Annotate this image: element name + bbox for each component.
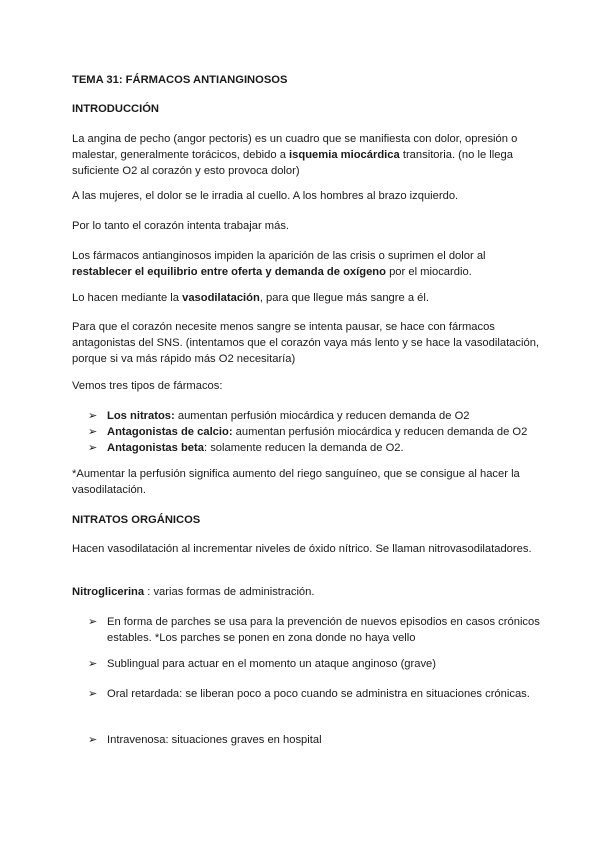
list-item bbox=[72, 408, 542, 424]
nitroglicerina-bold: Nitroglicerina bbox=[72, 586, 145, 598]
arrow-bullet-icon: ➢ bbox=[88, 426, 98, 438]
intro-paragraph-3: Por lo tanto el corazón intenta trabajar más. bbox=[72, 220, 290, 232]
intro-p4-text: Los fármacos antianginosos impiden la aparición de las crisis o suprimen el dolor al bbox=[72, 250, 486, 262]
drug-name: Los nitratos: bbox=[107, 410, 175, 422]
arrow-bullet-icon: ➢ bbox=[88, 688, 98, 700]
arrow-bullet-icon: ➢ bbox=[88, 658, 98, 670]
form-text: Sublingual para actuar en el momento un ataque anginoso (grave) bbox=[107, 658, 437, 670]
drug-description: : solamente reducen la demanda de O2. bbox=[203, 442, 404, 454]
nitratos-heading: NITRATOS ORGÁNICOS bbox=[72, 514, 201, 526]
administration-forms-list bbox=[72, 656, 542, 672]
form-text: Intravenosa: situaciones graves en hospital bbox=[107, 734, 322, 746]
intro-p1-text-end: transitoria. (no le llega suficiente O2 al corazón y esto provoca dolor) bbox=[72, 149, 513, 177]
intro-p1-bold: isquemia miocárdica bbox=[289, 149, 400, 161]
arrow-bullet-icon: ➢ bbox=[88, 616, 98, 628]
intro-paragraph-1 bbox=[72, 131, 542, 179]
intro-heading: INTRODUCCIÓN bbox=[72, 103, 160, 115]
nitroglicerina-text: : varias formas de administración. bbox=[144, 586, 315, 598]
document-title: TEMA 31: FÁRMACOS ANTIANGINOSOS bbox=[72, 74, 288, 86]
intro-paragraph-6: Para que el corazón necesite menos sangre se intenta pausar, se hace con fármacos antagonistas del SNS. (intentamos que el corazón vaya más lento y se hace la vasodilatación, porque si va más rápido más O2 necesitaría) bbox=[72, 321, 540, 365]
intro-p4-bold: restablecer el equilibrio entre oferta y demanda de oxígeno bbox=[72, 266, 386, 278]
form-text: Oral retardada: se liberan poco a poco cuando se administra en situaciones crónicas. bbox=[107, 688, 530, 700]
perfusion-note: *Aumentar la perfusión significa aumento del riego sanguíneo, que se consigue al hacer la vasodilatación. bbox=[72, 468, 520, 496]
nitroglicerina-line bbox=[72, 584, 542, 600]
intro-paragraph-7: Vemos tres tipos de fármacos: bbox=[72, 380, 223, 392]
list-item bbox=[72, 424, 542, 440]
list-item bbox=[72, 686, 542, 702]
form-text: En forma de parches se usa para la prevención de nuevos episodios en casos crónicos estables. *Los parches se ponen en zona donde no haya vello bbox=[107, 616, 540, 644]
intro-p5-text-end: , para que llegue más sangre a él. bbox=[259, 292, 429, 304]
drug-name: Antagonistas beta bbox=[107, 442, 204, 454]
nitratos-paragraph-1: Hacen vasodilatación al incrementar niveles de óxido nítrico. Se llaman nitrovasodilatadores. bbox=[72, 543, 532, 555]
administration-forms-list bbox=[72, 732, 542, 748]
arrow-bullet-icon: ➢ bbox=[88, 734, 98, 746]
arrow-bullet-icon: ➢ bbox=[88, 442, 98, 454]
drug-description: aumentan perfusión miocárdica y reducen demanda de O2 bbox=[232, 426, 528, 438]
intro-paragraph-2: A las mujeres, el dolor se le irradia al cuello. A los hombres al brazo izquierdo. bbox=[72, 190, 459, 202]
drug-name: Antagonistas de calcio: bbox=[107, 426, 233, 438]
drug-description: aumentan perfusión miocárdica y reducen demanda de O2 bbox=[174, 410, 470, 422]
administration-forms-list bbox=[72, 614, 542, 646]
list-item bbox=[72, 614, 542, 646]
list-item bbox=[72, 732, 542, 748]
intro-p4-text-end: por el miocardio. bbox=[385, 266, 472, 278]
intro-p1-text: La angina de pecho (angor pectoris) es un cuadro que se manifiesta con dolor, opresión o malestar, generalmente torácicos, debido a bbox=[72, 133, 518, 161]
administration-forms-list bbox=[72, 686, 542, 702]
drug-types-list bbox=[72, 408, 542, 456]
intro-paragraph-5 bbox=[72, 290, 542, 306]
list-item bbox=[72, 656, 542, 672]
arrow-bullet-icon: ➢ bbox=[88, 410, 98, 422]
intro-paragraph-4 bbox=[72, 248, 542, 280]
intro-p5-text: Lo hacen mediante la bbox=[72, 292, 183, 304]
intro-p5-bold: vasodilatación bbox=[182, 292, 260, 304]
list-item bbox=[72, 440, 542, 456]
